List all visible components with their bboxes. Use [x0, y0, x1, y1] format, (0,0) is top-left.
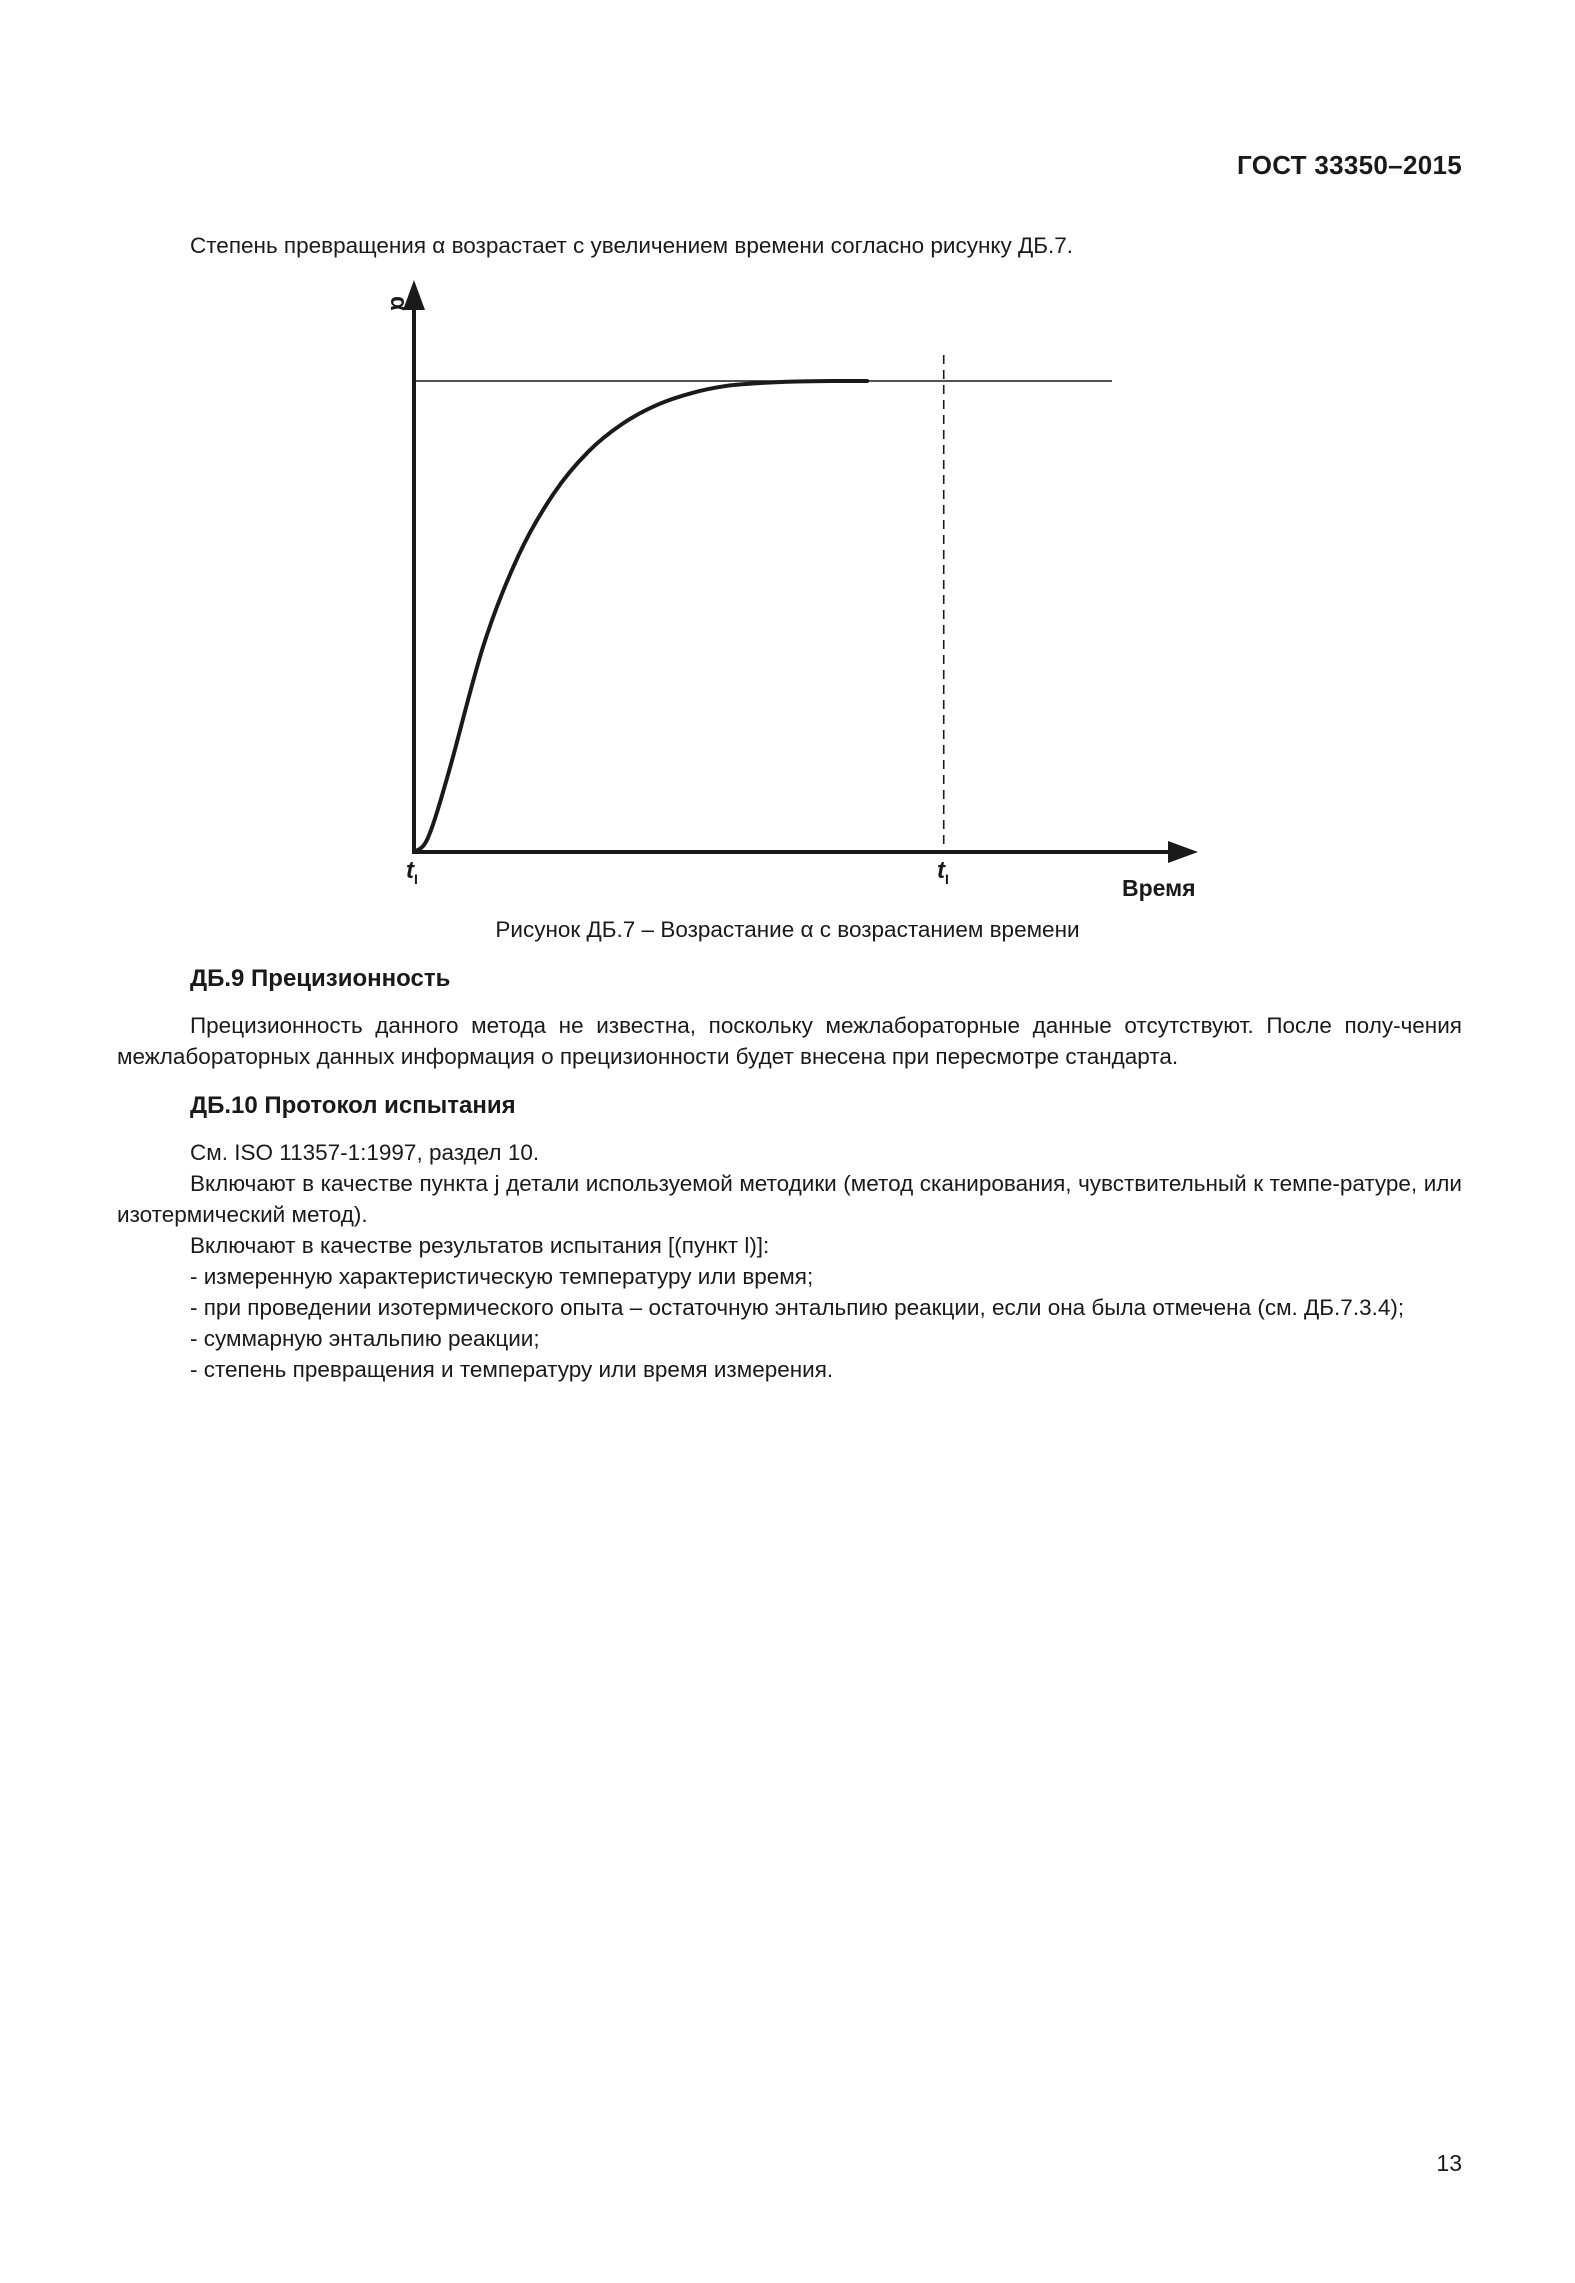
tick-left: $t_I$ — [406, 857, 418, 887]
page-number: 13 — [1436, 2150, 1462, 2176]
section-10-paragraph: Включают в качестве пункта j детали используемой методики (метод сканирования, чувствительный к темпе-ратуре, или изотермический метод). — [117, 1171, 1462, 1227]
section-9-paragraph: Прецизионность данного метода не известна, поскольку межлабораторные данные отсутствуют. После полу-чения межлабораторных данных информация о прецизионности будет внесена при пересмотре стандарта. — [117, 1013, 1462, 1069]
figure-db7 — [380, 280, 1220, 910]
section-10-list-item: - степень превращения и температуру или время измерения. — [190, 1357, 834, 1382]
section-9-body — [117, 1010, 1462, 1072]
intro-text: Степень превращения α возрастает с увеличением времени согласно рисунку ДБ.7. — [190, 233, 1074, 258]
figure-caption: Рисунок ДБ.7 – Возрастание α с возрастанием времени — [495, 917, 1080, 942]
y-axis-label: α — [385, 296, 412, 311]
section-10-paragraph: См. ISO 11357-1:1997, раздел 10. — [190, 1140, 540, 1165]
section-10-list-item: - при проведении изотермического опыта – остаточную энтальпию реакции, если она была отмечена (см. ДБ.7.3.4); — [190, 1295, 1405, 1320]
section-10-heading: ДБ.10 Протокол испытания — [190, 1092, 516, 1119]
section-9-heading: ДБ.9 Прецизионность — [190, 965, 451, 992]
x-axis-label: Время — [1122, 875, 1196, 901]
tick-right: $t_I$ — [937, 857, 949, 887]
alpha-time-chart — [380, 280, 1220, 910]
document-id: ГОСТ 33350–2015 — [1237, 150, 1462, 180]
section-10-paragraph: Включают в качестве результатов испытания [(пункт l)]: — [190, 1233, 770, 1258]
alpha-curve — [414, 381, 867, 852]
section-10-body — [117, 1137, 1462, 1385]
x-axis-arrow — [1168, 841, 1198, 863]
section-10-list-item: - измеренную характеристическую температуру или время; — [190, 1264, 814, 1289]
section-10-list-item: - суммарную энтальпию реакции; — [190, 1326, 540, 1351]
